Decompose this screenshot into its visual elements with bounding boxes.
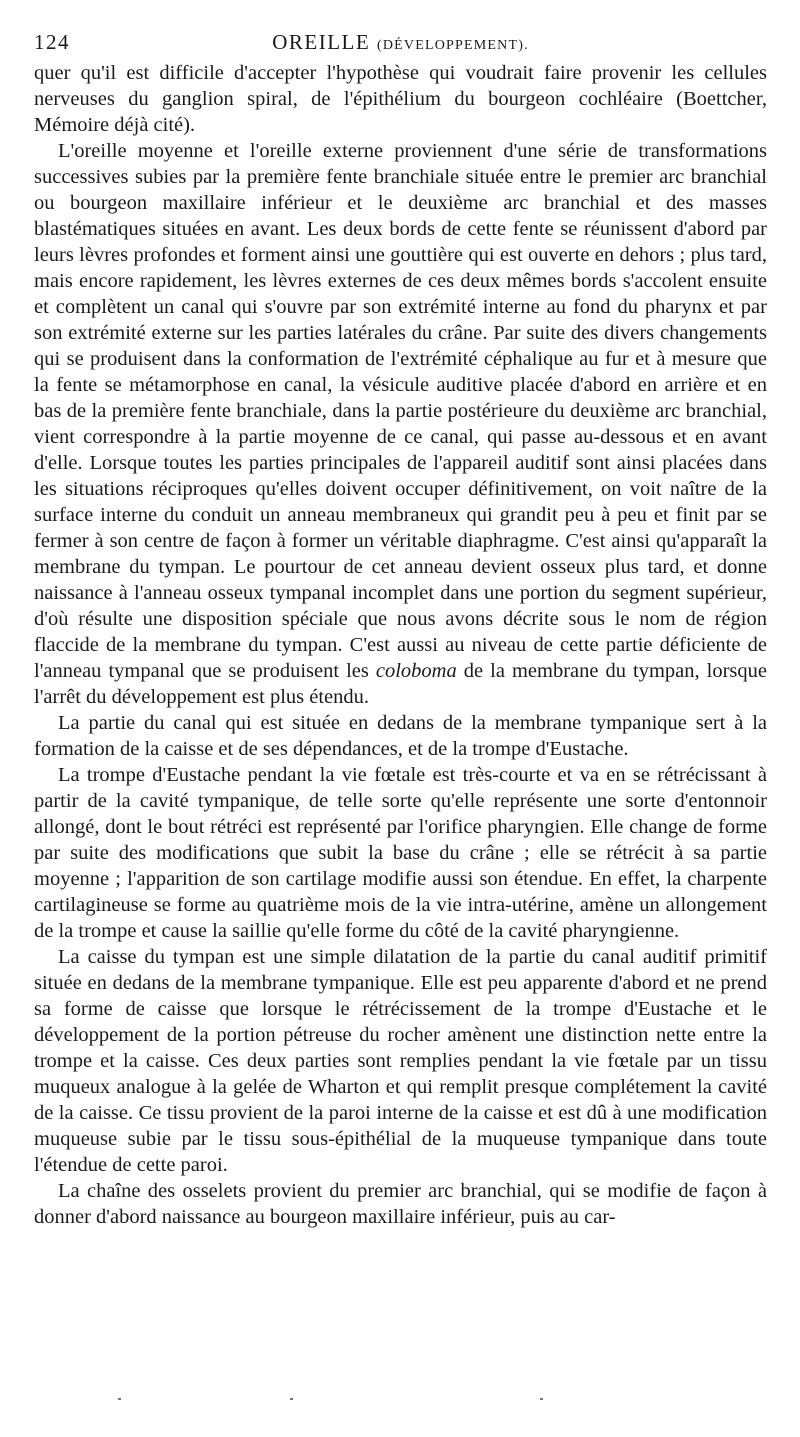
page-number: 124: [34, 30, 70, 54]
paragraph-text-after: de la membrane du tympan, lorsque l'arrêt du développement est plus étendu.: [34, 660, 768, 708]
paragraph-ossicles: [34, 1178, 767, 1230]
paragraph-text: La trompe d'Eustache pendant la vie fœtale est très-courte et va en se rétrécissant à partir de la cavité tympanique, de telle sorte qu'elle représente une sorte d'entonnoir allongé, dont le bout rétréci est représenté par l'orifice pharyngien. Elle change de forme par suite des modifications que subit la base du crâne ; elle se rétrécit à sa partie moyenne ; l'apparition de son cartilage modifie aussi son étendue. En effet, la charpente cartilagineuse se forme au quatrième mois de la vie intra-utérine, amène un allongement de la trompe et cause la saillie qu'elle forme du côté de la cavité pharyngienne.: [34, 764, 767, 942]
paragraph-text: La chaîne des osselets provient du premier arc branchial, qui se modifie de façon à donner d'abord naissance au bourgeon maxillaire inférieur, puis au car-: [34, 1180, 767, 1228]
paragraph-tympanic-cavity: [34, 944, 767, 1178]
document-page: [34, 30, 767, 1230]
paragraph-italic-term: coloboma: [375, 660, 457, 682]
page-header: [34, 30, 767, 60]
paragraph-continuation: [34, 60, 767, 138]
running-title: [34, 30, 767, 55]
paragraph-eustachian-tube: [34, 762, 767, 944]
paragraph-text: quer qu'il est difficile d'accepter l'hypothèse qui voudrait faire provenir les cellules nerveuses du ganglion spiral, de l'épithélium du bourgeon cochléaire (Boettcher, Mémoire déjà cité).: [34, 62, 767, 136]
speck: [118, 1398, 121, 1400]
speck: [540, 1398, 543, 1400]
paragraph-canal-part: [34, 710, 767, 762]
paragraph-text: La partie du canal qui est située en dedans de la membrane tympanique sert à la formation de la caisse et de ses dépendances, et de la trompe d'Eustache.: [34, 712, 767, 760]
paragraph-text: L'oreille moyenne et l'oreille externe proviennent d'une série de transformations successives subies par la première fente branchiale située entre le premier arc branchial ou bourgeon maxillaire inférieur et le deuxième arc branchial et des masses blastématiques situées en avant. Les deux bords de cette fente se réunissent d'abord par leurs lèvres profondes et forment ainsi une gouttière qui est ouverte en dehors ; plus tard, mais encore rapidement, les lèvres externes de ces deux mêmes bords s'accolent ensuite et complètent un canal qui s'ouvre par son extrémité interne au fond du pharynx et par son extrémité externe sur les parties latérales du crâne. Par suite des divers changements qui se produisent dans la conformation de l'extrémité céphalique au fur et à mesure que la fente se métamorphose en canal, la vésicule auditive placée d'abord en arrière et en bas de la première fente branchiale, dans la partie postérieure du deuxième arc branchial, vient correspondre à la partie moyenne de ce canal, qui passe au-dessous et en avant d'elle. Lorsque toutes les parties principales de l'appareil auditif sont ainsi placées dans les situations réciproques qu'elles doivent occuper définitivement, on voit naître de la surface interne du conduit un anneau membraneux qui grandit peu à peu et finit par se fermer à son centre de façon à former un véritable diaphragme. C'est ainsi qu'apparaît la membrane du tympan. Le pourtour de cet anneau devient osseux plus tard, et donne naissance à l'anneau osseux tympanal incomplet dans une portion du segment supérieur, d'où résulte une disposition spéciale que nous avons décrite sous le nom de région flaccide de la membrane du tympan. C'est aussi au niveau de cette partie déficiente de l'anneau tympanal que se produisent les: [34, 140, 767, 682]
paragraph-ear-origin: [34, 138, 767, 710]
speck: [290, 1398, 293, 1400]
running-title-main: OREILLE: [272, 30, 371, 54]
scan-specks: [110, 1398, 710, 1408]
paragraph-text: La caisse du tympan est une simple dilatation de la partie du canal auditif primitif située en dedans de la membrane tympanique. Elle est peu apparente d'abord et ne prend sa forme de caisse que lorsque le rétrécissement de la trompe d'Eustache et le développement de la portion pétreuse du rocher amènent une distinction nette entre la trompe et la caisse. Ces deux parties sont remplies pendant la vie fœtale par un tissu muqueux analogue à la gelée de Wharton et qui remplit presque complétement la cavité de la caisse. Ce tissu provient de la paroi interne de la caisse et est dû à une modification muqueuse subie par le tissu sous-épithélial de la muqueuse tympanique dans toute l'étendue de cette paroi.: [34, 946, 767, 1176]
running-title-subtitle: (DÉVELOPPEMENT).: [376, 38, 529, 53]
